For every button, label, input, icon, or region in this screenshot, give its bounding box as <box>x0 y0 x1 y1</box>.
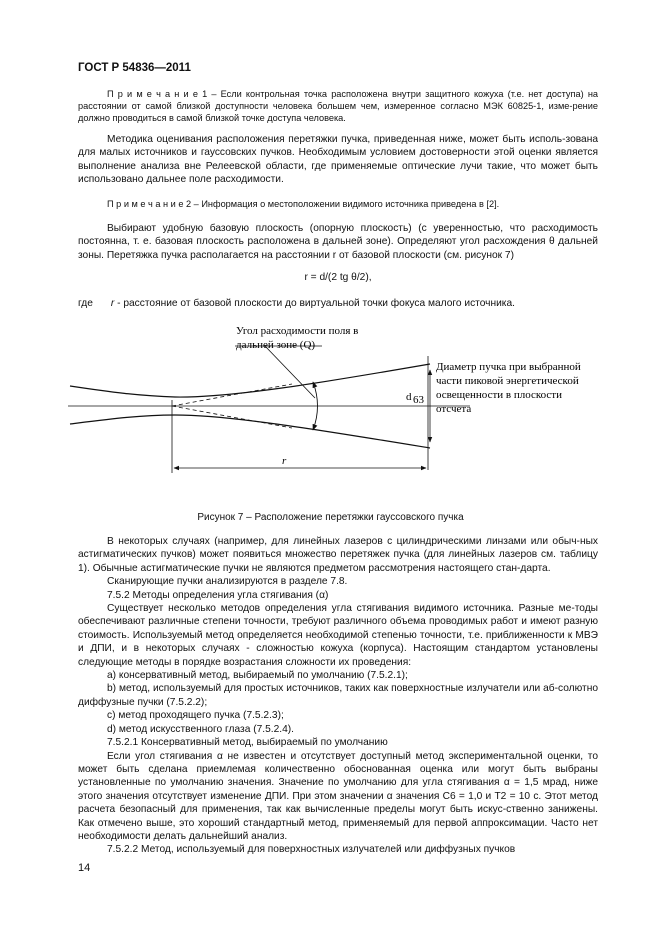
paragraph-method-text: Методика оценивания расположения перетяжки пучка, приведенная ниже, может быть исполь-зована для малых источников и гауссовских пучков. Необходимым условием достоверности этой оценки является выполнение анализа вне Релеевской области, где применяемые оптические лучи такие, что может быть использовано дальнее поле расходимости. <box>78 134 598 186</box>
d63-subscript: 63 <box>413 394 424 406</box>
r-label: r <box>282 455 287 467</box>
note-2-label: П р и м е ч а н и е 2 – <box>107 199 199 209</box>
section-7-5-2-1-heading <box>78 736 598 749</box>
list-item-d-text: d) метод искусственного глаза (7.5.2.4). <box>107 723 294 735</box>
asymptote-upper <box>172 384 292 406</box>
list-item-d <box>78 723 598 736</box>
document-header: ГОСТ Р 54836—2011 <box>78 62 191 74</box>
paragraph-default-method-text: Если угол стягивания α не известен и отсутствует доступный метод экспериментальной оценки, то может быть сделана приемлемая количественно обоснованная оценка или могут быть выбраны установленные по умолчанию значения. Значение по умолчанию для угла стягивания α = 1,5 мрад, ниже этого значения отсутствует изменение ДПИ. При этом значении α значения C6 = 1,0 и T2 = 10 с. Этот метод расчета безопасный для применения, так как вычисленные пределы могут быть искус-ственно занижены. Как отмечено выше, это хороший стандартный метод, применяемый для первой аппроксимации. Часто нет необходимости делать дальнейший анализ. <box>78 750 598 842</box>
section-7-5-2-title: 7.5.2 Методы определения угла стягивания (α) <box>107 589 329 601</box>
list-item-c-text: c) метод проходящего пучка (7.5.2.3); <box>107 710 284 722</box>
body-text <box>78 535 598 857</box>
section-7-5-2-2-heading <box>78 843 598 856</box>
where-clause <box>78 297 598 310</box>
angle-label-line2: дальней зоне (Q) <box>236 339 316 351</box>
where-text: - расстояние от базовой плоскости до виртуальной точки фокуса малого источника. <box>114 298 515 309</box>
paragraph-astigmatic <box>78 535 598 575</box>
note-1 <box>78 88 598 125</box>
paragraph-methods-intro-text: Существует несколько методов определения угла стягивания видимого источника. Разные ме-тоды обеспечивают различные степени точности, требуют различного объема проводимых работ и имеют разную стоимость. Используемый метод определяется необходимой степенью точности, т.е. приближенности к МВЭ и ДПИ, и в некоторых случаях - сложностью кожуха (корпуса). Настоящим стандартом установлены следующие методы в порядке возрастания сложности их проведения: <box>78 603 598 668</box>
asymptote-lower <box>172 406 292 428</box>
paragraph-astigmatic-text: В некоторых случаях (например, для линейных лазеров с цилиндрическими линзами или обыч-ных астигматических пучков) может появиться множество перетяжек пучка (для линейных лазеров см. таблицу 1). Обычные астигматические пучки не являются предметом рассмотрения настоящего стан-дарта. <box>78 536 598 574</box>
formula: r = d/(2 tg θ/2), <box>304 272 372 283</box>
paragraph-default-method <box>78 750 598 844</box>
note-1-label: П р и м е ч а н и е 1 – <box>107 89 217 99</box>
where-label: где <box>78 298 93 309</box>
diameter-label-line2: части пиковой энергетической <box>436 375 579 387</box>
angle-leader <box>265 346 315 398</box>
diameter-label-line4: отсчета <box>436 403 472 415</box>
figure-caption: Рисунок 7 – Расположение перетяжки гауссовского пучка <box>197 512 464 523</box>
paragraph-base-plane <box>78 222 598 262</box>
section-7-5-2-heading <box>78 589 598 602</box>
list-item-c <box>78 709 598 722</box>
paragraph-base-plane-text: Выбирают удобную базовую плоскость (опорную плоскость) (с уверенностью, что расходимость постоянна, т. е. базовая плоскость расположена в дальней зоне). Определяют угол расхождения θ дальней зоны. Перетяжка пучка располагается на расстоянии r от базовой плоскости (см. рисунок 7) <box>78 223 598 261</box>
list-item-a <box>78 669 598 682</box>
note-1-text: Если контрольная точка расположена внутри защитного кожуха (т.е. нет доступа) на расстоянии от самой близкой доступности человека большем чем, измеренное согласно МЭК 60825-1, изме-рение должно проводиться в самой близкой точке доступа человека. <box>78 89 598 124</box>
paragraph-scanning <box>78 575 598 588</box>
paragraph-scanning-text: Сканирующие пучки анализируются в разделе 7.8. <box>107 576 348 588</box>
d63-label: d <box>406 391 412 403</box>
beam-waist-figure <box>60 318 620 478</box>
note-2-text: Информация о местоположении видимого источника приведена в [2]. <box>198 199 500 209</box>
page-number: 14 <box>78 862 91 874</box>
where-variable: r <box>110 298 115 309</box>
section-7-5-2-2-title: 7.5.2.2 Метод, используемый для поверхностных излучателей или диффузных пучков <box>107 844 516 856</box>
note-2 <box>78 198 598 210</box>
paragraph-methods-intro <box>78 602 598 669</box>
list-item-b-text: b) метод, используемый для простых источников, таких как поверхностные излучатели или аб-солютно диффузные пучки (7.5.2.2); <box>78 683 598 708</box>
angle-label-line1: Угол расходимости поля в <box>236 325 359 337</box>
diameter-label-line3: освещенности в плоскости <box>436 389 563 401</box>
list-item-b <box>78 682 598 709</box>
list-item-a-text: a) консервативный метод, выбираемый по умолчанию (7.5.2.1); <box>107 670 408 682</box>
paragraph-method <box>78 133 598 187</box>
diameter-label-line1: Диаметр пучка при выбранной <box>436 361 581 373</box>
section-7-5-2-1-title: 7.5.2.1 Консервативный метод, выбираемый по умолчанию <box>107 737 388 749</box>
